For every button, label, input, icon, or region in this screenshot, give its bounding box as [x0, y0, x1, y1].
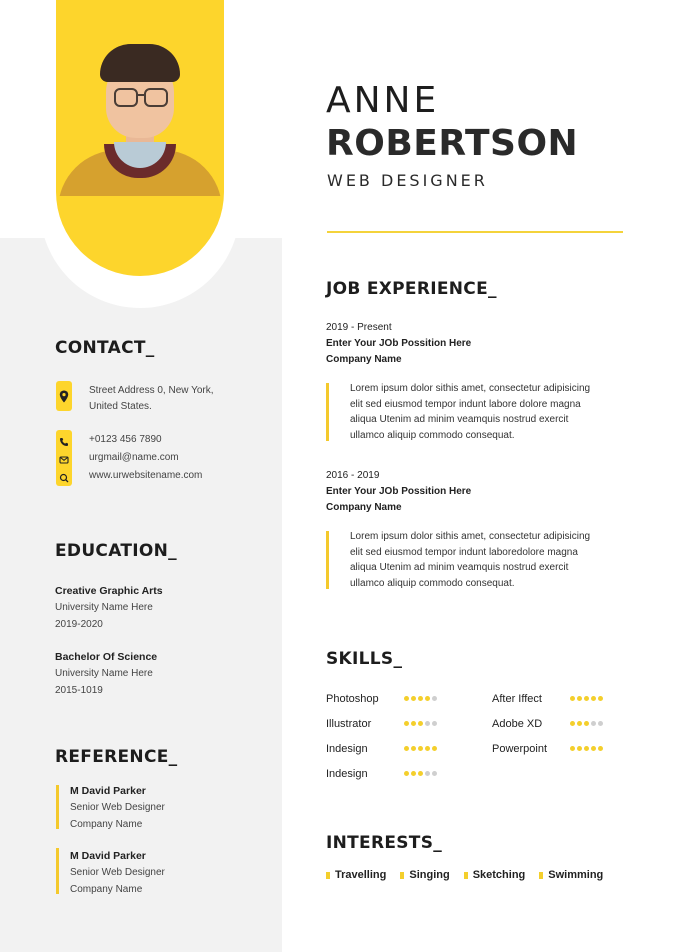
- rating-dot: [570, 696, 575, 701]
- rating-dot: [418, 771, 423, 776]
- skill-name: Indesign: [326, 767, 368, 780]
- reference-role: Senior Web Designer: [70, 802, 165, 813]
- interest-item: [539, 869, 603, 881]
- experience-description-line: aliqua Utenim ad minim veamquis nostrud exercit: [350, 414, 569, 425]
- rating-dot: [584, 721, 589, 726]
- rating-dot: [598, 746, 603, 751]
- skill-rating: [404, 746, 437, 751]
- rating-dot: [425, 746, 430, 751]
- rating-dot: [418, 696, 423, 701]
- rating-dot: [404, 746, 409, 751]
- rating-dot: [404, 771, 409, 776]
- rating-dot: [425, 771, 430, 776]
- reference-accent-bar: [56, 785, 59, 829]
- rating-dot: [411, 721, 416, 726]
- skill-row: [326, 686, 437, 711]
- skill-row: [492, 686, 603, 711]
- email-text: urgmail@name.com: [89, 452, 179, 463]
- rating-dot: [598, 721, 603, 726]
- interest-label: Swimming: [548, 869, 604, 881]
- experience-position: Enter Your JOb Possition Here: [326, 338, 472, 349]
- skill-row: [326, 711, 437, 736]
- website-text: www.urwebsitename.com: [89, 470, 203, 481]
- skill-name: After Iffect: [492, 692, 542, 705]
- skills-column-right: [492, 686, 603, 761]
- education-years: 2015-1019: [55, 685, 103, 696]
- experience-description-line: elit sed eiusmod tempor indunt laboredolore magna: [350, 546, 578, 558]
- skill-row: [492, 711, 603, 736]
- reference-role: Senior Web Designer: [70, 867, 165, 878]
- experience-description: [350, 381, 626, 443]
- contact-heading: CONTACT_: [55, 338, 155, 358]
- rating-dot: [418, 721, 423, 726]
- interest-item: [326, 869, 386, 881]
- skills-column-left: [326, 686, 437, 786]
- skill-name: Photoshop: [326, 692, 379, 705]
- education-degree: Bachelor Of Science: [55, 651, 158, 663]
- rating-dot: [418, 746, 423, 751]
- rating-dot: [404, 721, 409, 726]
- experience-description-line: elit sed eiusmod tempor indunt labore dolore magna: [350, 398, 581, 410]
- reference-company: Company Name: [70, 819, 143, 830]
- experience-description-line: Lorem ipsum dolor sithis amet, consectetur adipisicing: [350, 531, 591, 542]
- experience-accent-bar: [326, 383, 329, 441]
- rating-dot: [425, 721, 430, 726]
- interests-heading: INTERESTS_: [326, 833, 443, 853]
- interest-label: Travelling: [335, 869, 387, 881]
- skill-rating: [404, 721, 437, 726]
- web-icon: [59, 470, 69, 480]
- skill-row: [492, 736, 603, 761]
- rating-dot: [432, 746, 437, 751]
- address-line-1: Street Address 0, New York,: [89, 385, 214, 396]
- interest-label: Sketching: [472, 869, 526, 881]
- skill-name: Illustrator: [326, 717, 372, 730]
- rating-dot: [411, 696, 416, 701]
- education-school: University Name Here: [55, 602, 153, 613]
- interest-bullet: [464, 872, 468, 879]
- rating-dot: [432, 771, 437, 776]
- phone-icon: [59, 434, 69, 444]
- experience-description-line: ullamco aliquip commodo consequat.: [350, 429, 515, 441]
- interest-bullet: [539, 872, 543, 879]
- skill-rating: [404, 771, 437, 776]
- education-years: 2019-2020: [55, 619, 103, 630]
- skill-row: [326, 736, 437, 761]
- rating-dot: [432, 696, 437, 701]
- experience-description-line: aliqua Utenim ad minim veamquis nostrud exercit: [350, 562, 569, 573]
- rating-dot: [404, 696, 409, 701]
- avatar-glasses-right: [144, 88, 168, 107]
- last-name: ROBERTSON: [326, 123, 579, 164]
- reference-company: Company Name: [70, 884, 143, 895]
- interest-item: [464, 869, 526, 881]
- skill-rating: [570, 696, 603, 701]
- reference-name: M David Parker: [70, 785, 146, 797]
- rating-dot: [570, 721, 575, 726]
- experience-period: 2016 - 2019: [326, 470, 380, 481]
- skill-row: [326, 761, 437, 786]
- reference-accent-bar: [56, 848, 59, 894]
- skill-name: Adobe XD: [492, 717, 543, 730]
- interest-bullet: [326, 872, 330, 879]
- interest-item: [400, 869, 449, 881]
- experience-description: [350, 529, 626, 591]
- education-heading: EDUCATION_: [55, 541, 177, 561]
- avatar-glasses-bridge: [136, 94, 146, 96]
- experience-description-line: ullamco aliquip commodo consequat.: [350, 577, 515, 589]
- education-degree: Creative Graphic Arts: [55, 585, 163, 597]
- education-school: University Name Here: [55, 668, 153, 679]
- rating-dot: [591, 696, 596, 701]
- header-divider: [327, 231, 623, 233]
- address-line-2: United States.: [89, 401, 152, 412]
- reference-heading: REFERENCE_: [55, 747, 178, 767]
- avatar-glasses-left: [114, 88, 138, 107]
- rating-dot: [591, 746, 596, 751]
- avatar: [56, 30, 224, 196]
- rating-dot: [584, 696, 589, 701]
- rating-dot: [598, 696, 603, 701]
- experience-description-line: Lorem ipsum dolor sithis amet, consectetur adipisicing: [350, 383, 591, 394]
- skill-name: Indesign: [326, 742, 368, 755]
- rating-dot: [425, 696, 430, 701]
- first-name: ANNE: [326, 80, 440, 121]
- experience-company: Company Name: [326, 502, 402, 513]
- experience-accent-bar: [326, 531, 329, 589]
- experience-period: 2019 - Present: [326, 322, 392, 333]
- rating-dot: [570, 746, 575, 751]
- experience-position: Enter Your JOb Possition Here: [326, 486, 472, 497]
- rating-dot: [591, 721, 596, 726]
- rating-dot: [411, 746, 416, 751]
- experience-company: Company Name: [326, 354, 402, 365]
- skills-heading: SKILLS_: [326, 649, 403, 669]
- rating-dot: [577, 721, 582, 726]
- location-icon: [56, 381, 72, 411]
- job-title: WEB DESIGNER: [327, 171, 488, 190]
- avatar-hair: [100, 44, 180, 82]
- rating-dot: [432, 721, 437, 726]
- skill-rating: [570, 746, 603, 751]
- phone-text: +0123 456 7890: [89, 434, 162, 445]
- interest-bullet: [400, 872, 404, 879]
- rating-dot: [584, 746, 589, 751]
- skill-rating: [404, 696, 437, 701]
- skill-rating: [570, 721, 603, 726]
- interest-label: Singing: [409, 869, 450, 881]
- rating-dot: [411, 771, 416, 776]
- experience-heading: JOB EXPERIENCE_: [326, 279, 497, 299]
- rating-dot: [577, 696, 582, 701]
- skill-name: Powerpoint: [492, 742, 548, 755]
- email-icon: [59, 452, 69, 462]
- reference-name: M David Parker: [70, 850, 146, 862]
- interests-list: [326, 869, 603, 881]
- rating-dot: [577, 746, 582, 751]
